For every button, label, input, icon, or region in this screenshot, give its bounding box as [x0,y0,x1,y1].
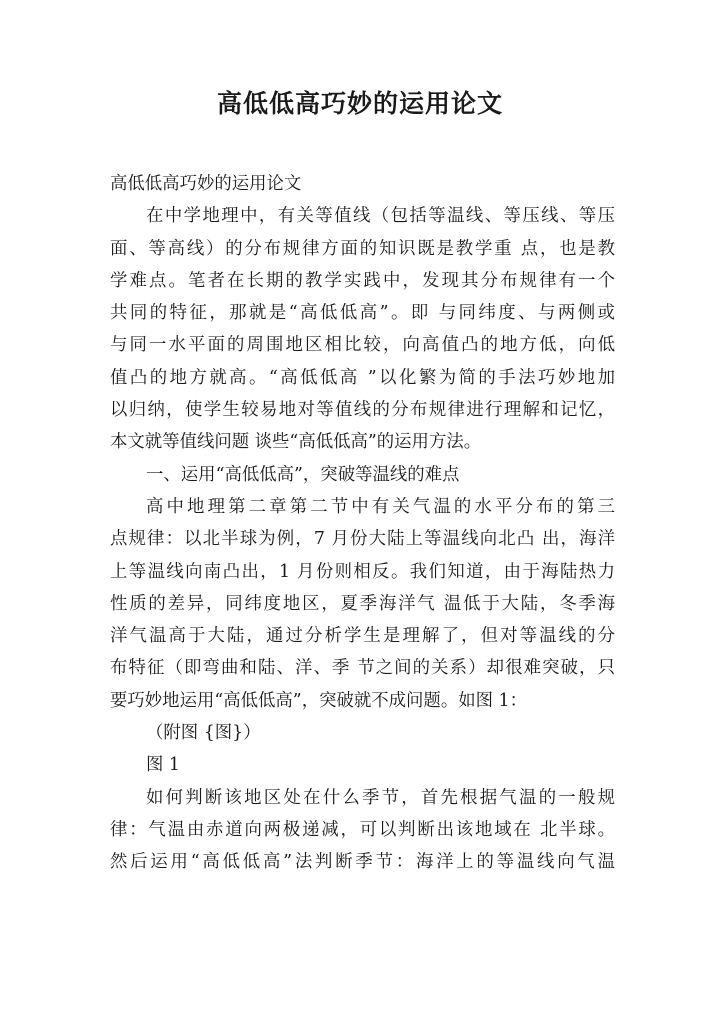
text-line: （附图 {图}） [146,723,261,744]
text-line: 值凸的地方就高。“高低低高 ”以化繁为简的手法巧妙地加 [110,367,615,388]
text-line: 布特征（即弯曲和陆、洋、季 节之间的关系）却很难突破，只 [110,658,615,679]
text-line: 本文就等值线问题 谈些“高低低高”的运用方法。 [110,432,482,453]
text-line: 与同一水平面的周围地区相比较，向高值凸的地方低，向低 [110,335,615,356]
text-line: 点规律：以北半球为例，7 月份大陆上等温线向北凸 出，海洋 [110,529,615,550]
text-line: 高中地理第二章第二节中有关气温的水平分布的第三 [146,496,615,517]
text-line: 共同的特征，那就是“高低低高”。即 与同纬度、与两侧或 [110,303,615,324]
document-body [110,168,615,879]
text-line: 律：气温由赤道向两极递减，可以判断出该地域在 北半球。 [110,819,615,840]
text-line: 学难点。笔者在长期的教学实践中，发现其分布规律有一个 [110,270,615,291]
text-line: 面、等高线）的分布规律方面的知识既是教学重 点，也是教 [110,238,615,259]
text-line: 高低低高巧妙的运用论文 [110,174,302,194]
text-line: 然后运用“高低低高”法判断季节：海洋上的等温线向气温 [110,852,615,873]
text-line: 上等温线向南凸出，1 月份则相反。我们知道，由于海陆热力 [110,561,615,582]
text-line: 要巧妙地运用“高低低高”，突破就不成问题。如图 1： [110,690,527,711]
text-line: 以归纳，使学生较易地对等值线的分布规律进行理解和记忆， [110,400,615,421]
text-line: 如何判断该地区处在什么季节，首先根据气温的一般规 [146,787,615,808]
text-line: 在中学地理中，有关等值线（包括等温线、等压线、等压 [146,206,615,227]
text-line: 性质的差异，同纬度地区，夏季海洋气 温低于大陆，冬季海 [110,593,615,614]
text-line: 一、运用“高低低高”，突破等温线的难点 [146,464,460,485]
text-line: 图 1 [146,755,180,776]
text-line: 洋气温高于大陆，通过分析学生是理解了，但对等温线的分 [110,626,615,647]
document-title: 高低低高巧妙的运用论文 [216,89,503,118]
